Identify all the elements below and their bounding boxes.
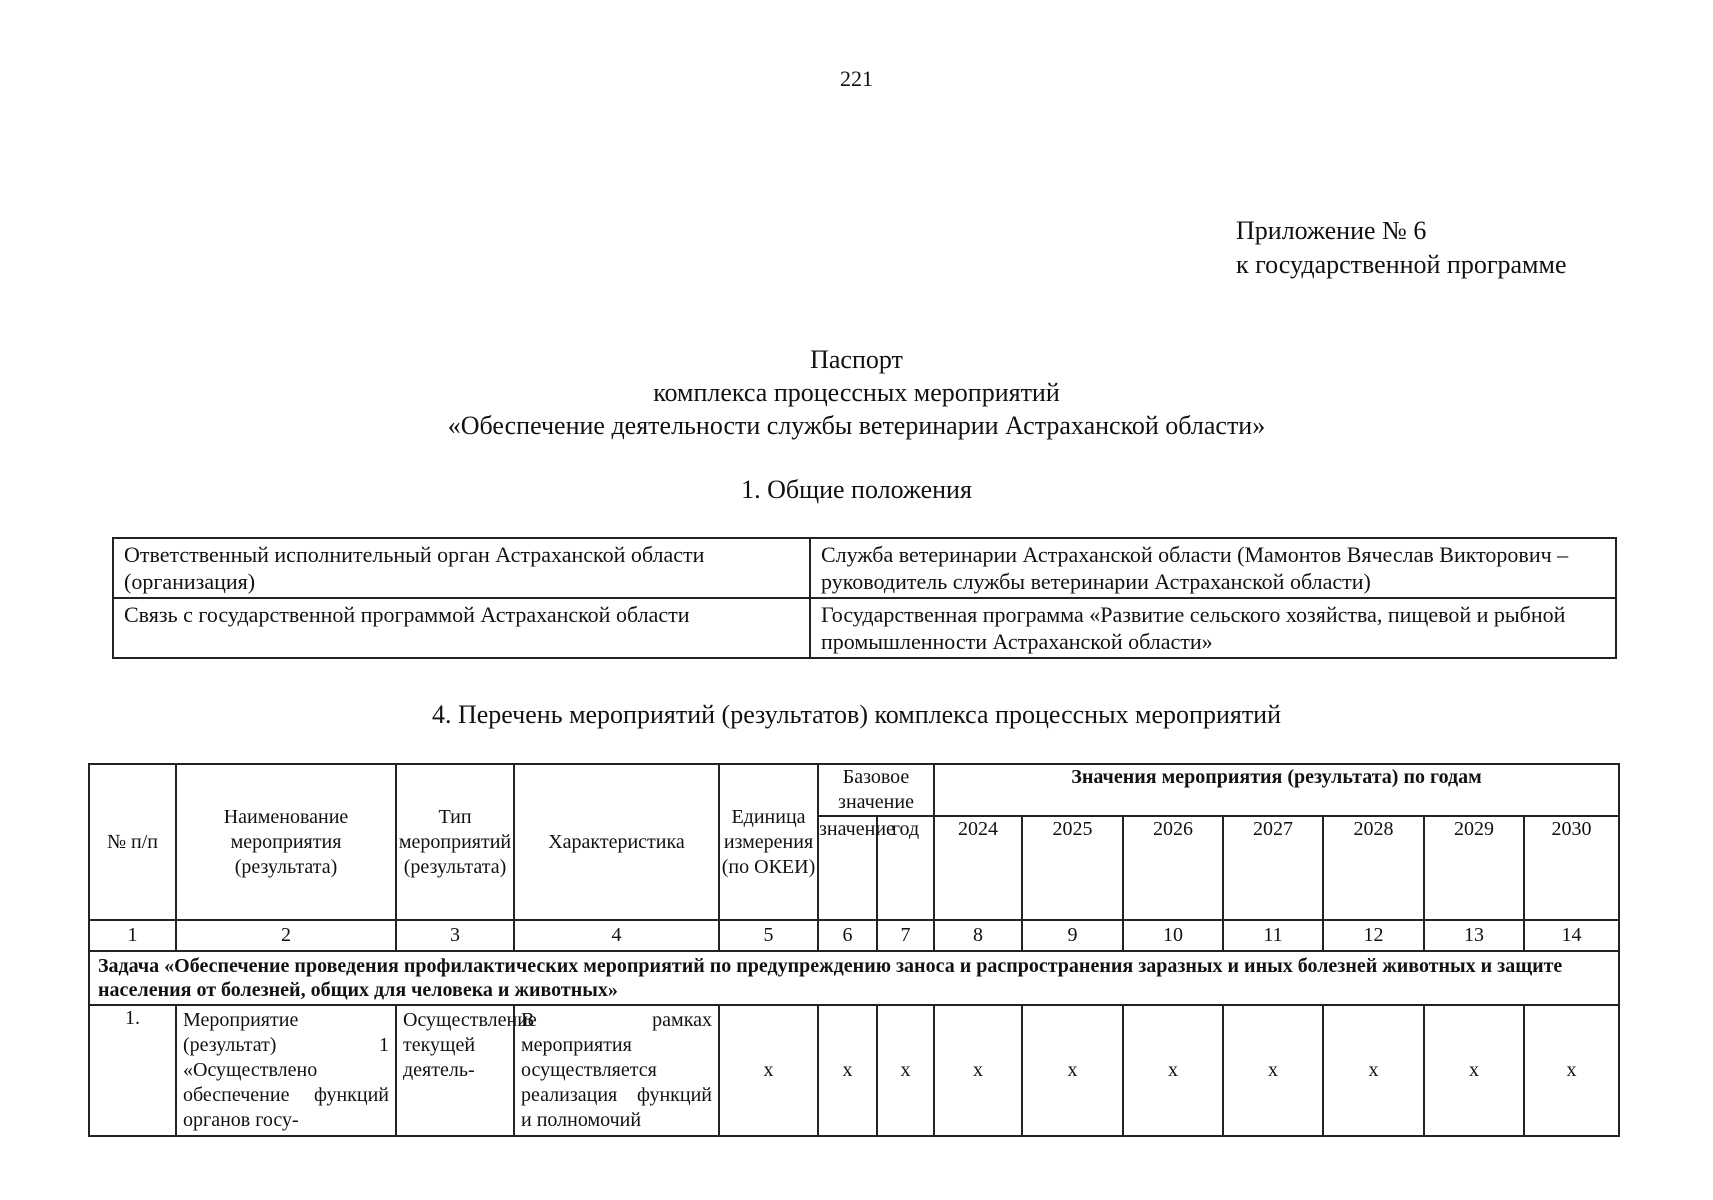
header-year: 2026	[1123, 816, 1223, 920]
task-text: Задача «Обеспечение проведения профилактических мероприятий по предупреждению заноса и распространения заразных и иных болезней животных и защите населения от болезней, общих для человека и животных»	[89, 951, 1619, 1005]
row-value: х	[1323, 1005, 1424, 1136]
column-number: 5	[719, 920, 818, 951]
title-line-3: «Обеспечение деятельности службы ветеринарии Астраханской области»	[447, 411, 1266, 440]
appendix-line-2: к государственной программе	[1236, 250, 1567, 279]
general-label-cell: Связь с государственной программой Астраханской области	[113, 598, 810, 658]
column-number: 1	[89, 920, 176, 951]
table-row	[113, 598, 1616, 658]
row-name: Мероприятие (результат) 1 «Осуществлено обеспечение функций органов госу-	[176, 1005, 396, 1136]
row-type: Осуществление текущей деятель-	[396, 1005, 514, 1136]
table-row	[113, 538, 1616, 598]
general-provisions-table	[112, 537, 1617, 659]
header-name: Наименование мероприятия (результата)	[176, 764, 396, 920]
header-year: 2029	[1424, 816, 1524, 920]
column-number: 8	[934, 920, 1022, 951]
general-value-cell: Служба ветеринарии Астраханской области (Мамонтов Вячеслав Викторович – руководитель службы ветеринарии Астраханской области)	[810, 538, 1616, 598]
column-number: 13	[1424, 920, 1524, 951]
column-number: 7	[877, 920, 934, 951]
section-4-heading: 4. Перечень мероприятий (результатов) комплекса процессных мероприятий	[431, 700, 1282, 729]
title-line-1: Паспорт	[810, 345, 903, 374]
header-base-value: значение	[818, 816, 877, 920]
row-value: х	[934, 1005, 1022, 1136]
row-value: х	[1022, 1005, 1123, 1136]
general-label-cell: Ответственный исполнительный орган Астраханской области (организация)	[113, 538, 810, 598]
row-value: х	[877, 1005, 934, 1136]
row-value: х	[1424, 1005, 1524, 1136]
column-number: 2	[176, 920, 396, 951]
row-value: х	[1123, 1005, 1223, 1136]
general-value-cell: Государственная программа «Развитие сельского хозяйства, пищевой и рыбной промышленности Астраханской области»	[810, 598, 1616, 658]
header-base: Базовое значение	[818, 764, 934, 816]
task-row	[89, 951, 1619, 1005]
header-base-year: год	[877, 816, 934, 920]
header-type: Тип мероприятий (результата)	[396, 764, 514, 920]
header-characteristic: Характеристика	[514, 764, 719, 920]
header-year: 2028	[1323, 816, 1424, 920]
header-num: № п/п	[89, 764, 176, 920]
document-title	[0, 343, 1713, 442]
column-number-row	[89, 920, 1619, 951]
row-characteristic: В рамках мероприятия осуществляется реализация функций и полномочий	[514, 1005, 719, 1136]
header-unit: Единица измерения (по ОКЕИ)	[719, 764, 818, 920]
column-number: 10	[1123, 920, 1223, 951]
page-number: 221	[840, 66, 873, 91]
header-years-group: Значения мероприятия (результата) по годам	[934, 764, 1619, 816]
appendix-line-1: Приложение № 6	[1236, 216, 1427, 245]
row-value: х	[719, 1005, 818, 1136]
section-1-heading: 1. Общие положения	[741, 475, 972, 504]
column-number: 4	[514, 920, 719, 951]
column-number: 12	[1323, 920, 1424, 951]
column-number: 6	[818, 920, 877, 951]
column-number: 3	[396, 920, 514, 951]
measures-table	[88, 763, 1620, 1137]
header-row	[89, 764, 1619, 816]
row-num: 1.	[89, 1005, 176, 1136]
table-row	[89, 1005, 1619, 1136]
appendix-note	[1236, 214, 1567, 282]
column-number: 9	[1022, 920, 1123, 951]
header-year: 2030	[1524, 816, 1619, 920]
row-value: х	[1223, 1005, 1323, 1136]
row-value: х	[818, 1005, 877, 1136]
column-number: 11	[1223, 920, 1323, 951]
header-year: 2027	[1223, 816, 1323, 920]
title-line-2: комплекса процессных мероприятий	[653, 378, 1060, 407]
column-number: 14	[1524, 920, 1619, 951]
header-year: 2024	[934, 816, 1022, 920]
header-year: 2025	[1022, 816, 1123, 920]
row-value: х	[1524, 1005, 1619, 1136]
